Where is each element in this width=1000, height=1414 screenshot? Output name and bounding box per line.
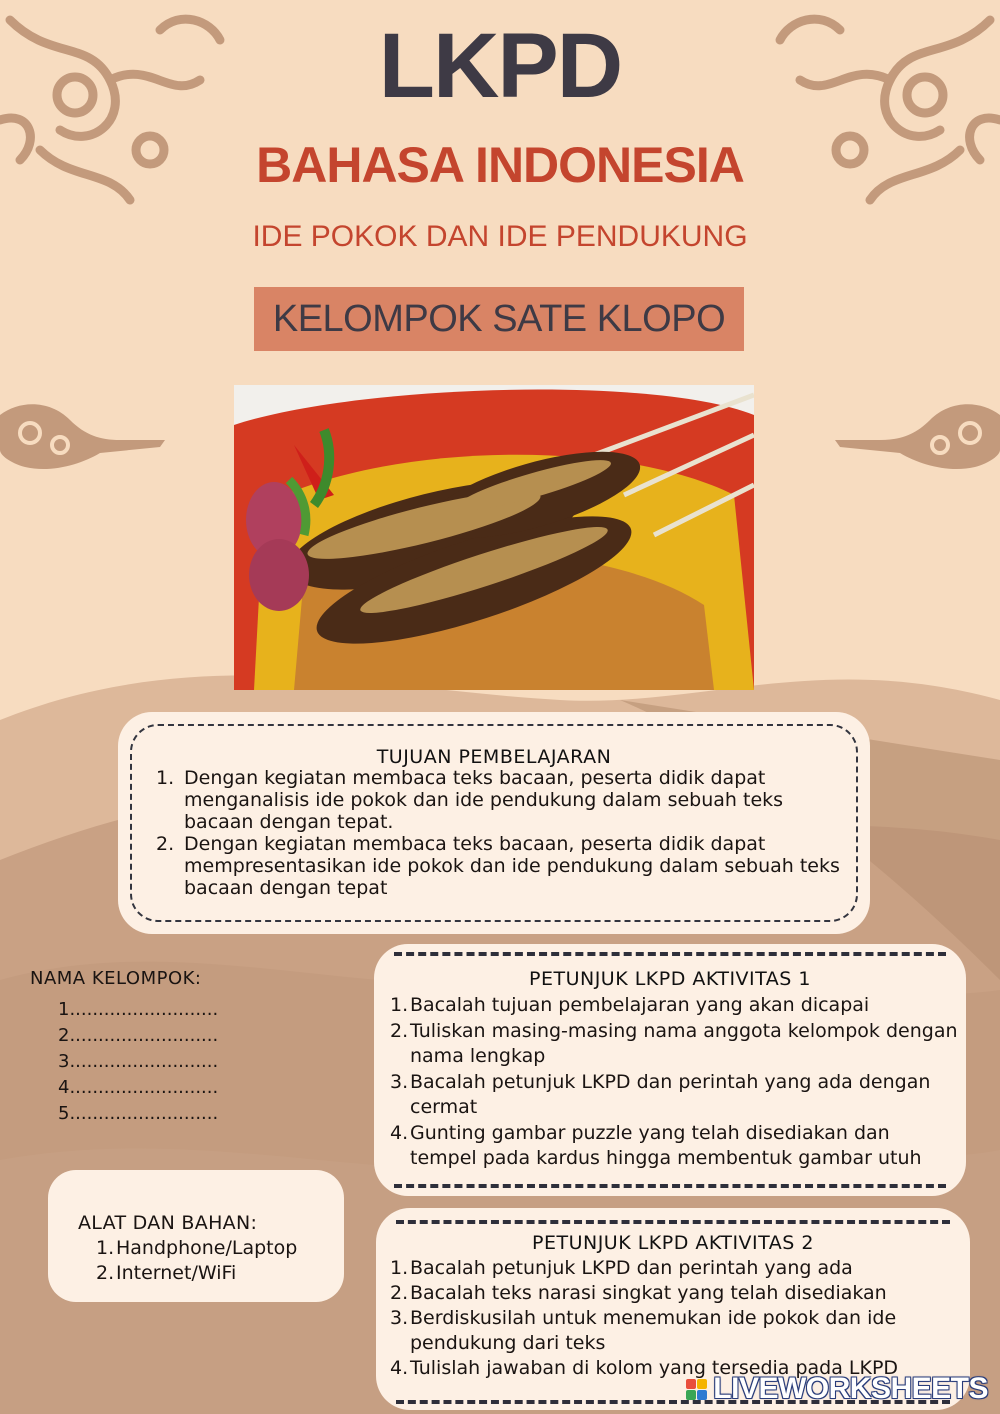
list-item: 2. Bacalah teks narasi singkat yang telah disediakan: [390, 1282, 887, 1304]
list-item: 2. Tuliskan masing-masing nama anggota kelompok dengan nama lengkap: [390, 1019, 958, 1067]
sate-klopo-photo: [234, 385, 754, 690]
subject-title: BAHASA INDONESIA: [256, 137, 744, 193]
tujuan-title: TUJUAN PEMBELAJARAN: [376, 746, 612, 768]
list-item: 1. Bacalah tujuan pembelajaran yang akan dicapai: [390, 994, 870, 1016]
liveworksheets-logo-icon: [686, 1379, 707, 1400]
page-title: LKPD: [378, 15, 622, 117]
nama-kelompok-section: [30, 968, 350, 1127]
alat-dan-bahan-list: [96, 1236, 297, 1286]
group-name-badge: KELOMPOK SATE KLOPO: [254, 287, 744, 351]
aktivitas-2-list: [390, 1256, 965, 1381]
tujuan-pembelajaran-card: [118, 712, 870, 934]
member-name-line[interactable]: 4..........................: [58, 1077, 219, 1098]
member-name-line[interactable]: 5..........................: [58, 1103, 219, 1124]
list-item: 3. Berdiskusilah untuk menemukan ide pokok dan ide pendukung dari teks: [390, 1307, 897, 1354]
list-item: 2. Internet/WiFi: [96, 1262, 237, 1284]
list-item: 4. Tulislah jawaban di kolom yang tersedia pada LKPD: [390, 1357, 899, 1379]
dashed-line-top: [394, 952, 946, 956]
liveworksheets-watermark[interactable]: [686, 1372, 988, 1406]
aktivitas-1-card: [374, 944, 966, 1196]
watermark-text: LIVEWORKSHEETS: [713, 1372, 988, 1405]
member-name-line[interactable]: 3..........................: [58, 1051, 219, 1072]
nama-kelompok-label: NAMA KELOMPOK:: [30, 968, 202, 989]
member-name-line[interactable]: 1..........................: [58, 999, 219, 1020]
aktivitas-1-title: PETUNJUK LKPD AKTIVITAS 1: [529, 968, 811, 990]
cloud-motif-right-icon: [830, 395, 1000, 475]
alat-dan-bahan-card: [48, 1170, 344, 1302]
member-name-line[interactable]: 2..........................: [58, 1025, 219, 1046]
list-item: 1. Dengan kegiatan membaca teks bacaan, peserta didik dapat menganalisis ide pokok dan ide pendukung dalam sebuah teks bacaan dengan tepat.: [156, 767, 784, 833]
list-item: 4. Gunting gambar puzzle yang telah disediakan dan tempel pada kardus hingga membentuk gambar utuh: [390, 1121, 922, 1169]
list-item: 1. Bacalah petunjuk LKPD dan perintah yang ada: [390, 1257, 853, 1279]
tujuan-list: [156, 767, 856, 899]
dashed-line-bottom: [394, 1184, 946, 1188]
list-item: 2. Dengan kegiatan membaca teks bacaan, peserta didik dapat mempresentasikan ide pokok dan ide pendukung dalam sebuah teks bacaan dengan tepat: [156, 833, 840, 899]
cloud-motif-left-icon: [0, 395, 170, 475]
list-item: 1. Handphone/Laptop: [96, 1237, 298, 1259]
list-item: 3. Bacalah petunjuk LKPD dan perintah yang ada dengan cermat: [390, 1070, 931, 1118]
dashed-line-top: [396, 1220, 950, 1224]
nama-kelompok-list: [50, 997, 350, 1127]
alat-dan-bahan-label: ALAT DAN BAHAN:: [78, 1212, 258, 1234]
aktivitas-2-title: PETUNJUK LKPD AKTIVITAS 2: [532, 1232, 814, 1254]
topic-subtitle: IDE POKOK DAN IDE PENDUKUNG: [252, 220, 748, 253]
aktivitas-1-list: [390, 993, 960, 1172]
